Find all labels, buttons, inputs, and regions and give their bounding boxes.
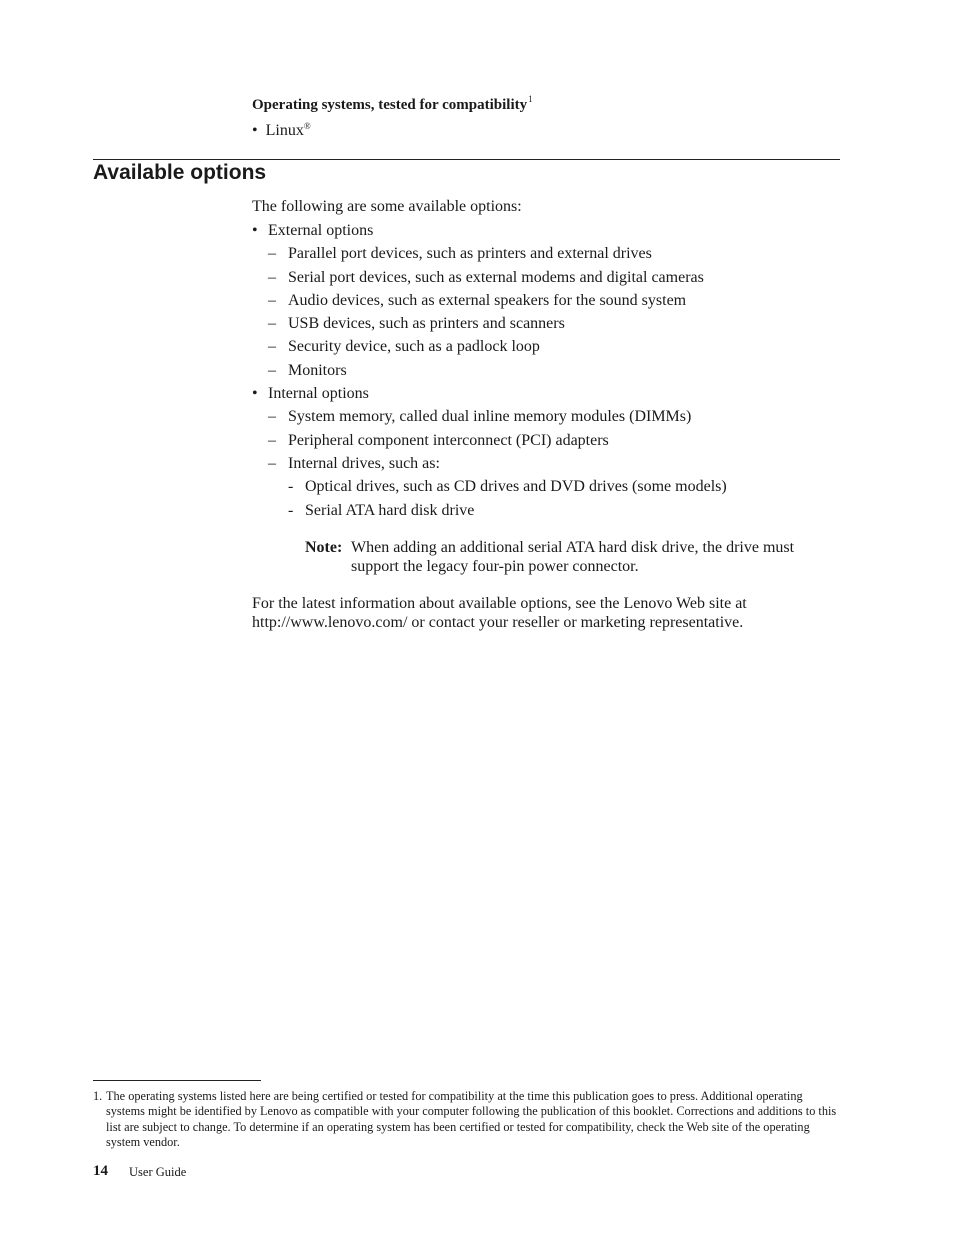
section-rule	[93, 159, 840, 160]
list-item: – Peripheral component interconnect (PCI) adapters	[252, 429, 727, 452]
footnote-rule	[93, 1080, 261, 1081]
list-item-internal: • Internal options	[252, 382, 727, 405]
list-item: - Optical drives, such as CD drives and DVD drives (some models)	[252, 475, 727, 498]
bullet: •	[252, 222, 258, 239]
footnote-ref[interactable]: 1	[528, 94, 533, 104]
bullet: •	[252, 385, 258, 403]
intro-text: The following are some available options:	[252, 198, 522, 215]
dash: –	[268, 315, 276, 333]
hyphen: -	[288, 501, 294, 519]
list-item: – Security device, such as a padlock loop	[252, 335, 727, 358]
list-item-external: • External options	[252, 219, 727, 242]
section-title: Available options	[93, 161, 267, 184]
dash: –	[268, 454, 276, 472]
bullet: •	[252, 122, 258, 139]
closing-paragraph: For the latest information about available options, see the Lenovo Web site at http://www.lenovo.com/ or contact your reseller or marketing representative.	[252, 595, 747, 631]
os-item-linux: Linux	[265, 122, 304, 139]
footnote-number: 1.	[93, 1089, 103, 1103]
registered-mark: ®	[303, 121, 311, 131]
dash: –	[268, 245, 276, 263]
footnote-text: The operating systems listed here are being certified or tested for compatibility at the time this publication goes to press. Additional operating systems might be identified by Lenovo as compatible with your computer following the publication of this booklet. Corrections and additions to this list are subject to change. To determine if an operating system has been certified or tested for compatibility, check the Web site of the operating system vendor.	[106, 1089, 837, 1149]
note-block	[305, 539, 825, 576]
list-item: – Internal drives, such as:	[252, 452, 727, 475]
hyphen: -	[288, 478, 294, 496]
list-item: – System memory, called dual inline memory modules (DIMMs)	[252, 405, 727, 428]
footnote	[93, 1089, 838, 1150]
os-compatibility-heading	[252, 94, 533, 114]
dash: –	[268, 268, 276, 286]
page-number: 14	[93, 1163, 108, 1179]
dash: –	[268, 361, 276, 379]
os-list-item	[252, 119, 311, 142]
options-list	[252, 219, 727, 522]
os-heading-text: Operating systems, tested for compatibility	[252, 97, 528, 113]
list-item: – Monitors	[252, 359, 727, 382]
footer-label: User Guide	[129, 1165, 187, 1179]
list-item: – Parallel port devices, such as printers and external drives	[252, 242, 727, 265]
dash: –	[268, 291, 276, 309]
list-item: - Serial ATA hard disk drive	[252, 499, 727, 522]
dash: –	[268, 431, 276, 449]
list-item: – USB devices, such as printers and scanners	[252, 312, 727, 335]
note-text: When adding an additional serial ATA hard disk drive, the drive must support the legacy four-pin power connector.	[351, 539, 795, 575]
dash: –	[268, 408, 276, 426]
dash: –	[268, 338, 276, 356]
note-label: Note:	[305, 539, 343, 556]
list-item: – Audio devices, such as external speakers for the sound system	[252, 289, 727, 312]
list-item: – Serial port devices, such as external modems and digital cameras	[252, 266, 727, 289]
